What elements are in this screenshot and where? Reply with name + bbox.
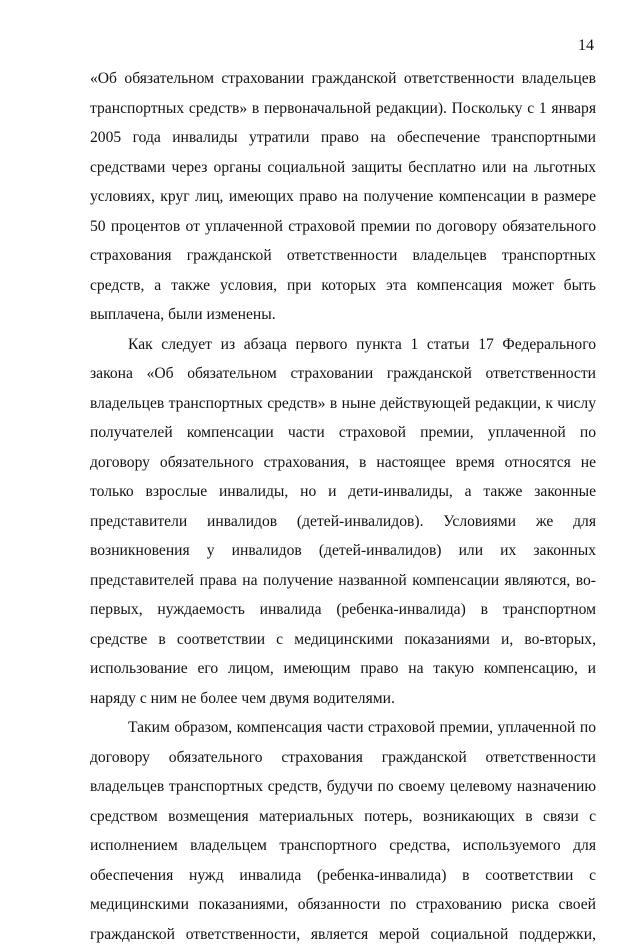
document-body — [90, 64, 596, 949]
text-line: средств, а также условия, при которых эта компенсация может быть — [90, 271, 596, 301]
text-line: обеспечения нужд инвалида (ребенка-инвалида) в соответствии с — [90, 861, 596, 891]
text-line: договору обязательного страхования гражданской ответственности — [90, 743, 596, 773]
text-line: получателей компенсации части страховой премии, уплаченной по — [90, 418, 596, 448]
text-line: наряду с ним не более чем двумя водителями. — [90, 684, 596, 714]
text-line: только взрослые инвалиды, но и дети-инвалиды, а также законные — [90, 477, 596, 507]
text-line: медицинскими показаниями, обязанности по страхованию риска своей — [90, 890, 596, 920]
text-line: представители инвалидов (детей-инвалидов). Условиями же для — [90, 507, 596, 537]
paragraph-1 — [90, 64, 596, 330]
text-line: использование его лицом, имеющим право на такую компенсацию, и — [90, 654, 596, 684]
text-line: Как следует из абзаца первого пункта 1 статьи 17 Федерального — [90, 330, 596, 360]
text-line: закона «Об обязательном страховании гражданской ответственности — [90, 359, 596, 389]
text-line: условиях, круг лиц, имеющих право на получение компенсации в размере — [90, 182, 596, 212]
page-number: 14 — [578, 36, 594, 56]
text-line: средстве в соответствии с медицинскими показаниями и, во-вторых, — [90, 625, 596, 655]
text-line: договору обязательного страхования, в настоящее время относятся не — [90, 448, 596, 478]
text-line: гражданской ответственности, является мерой социальной поддержки, — [90, 920, 596, 949]
paragraph-2 — [90, 330, 596, 714]
text-line: 2005 года инвалиды утратили право на обеспечение транспортными — [90, 123, 596, 153]
paragraph-3 — [90, 713, 596, 949]
text-line: страхования гражданской ответственности владельцев транспортных — [90, 241, 596, 271]
text-line: «Об обязательном страховании гражданской ответственности владельцев — [90, 64, 596, 94]
text-line: возникновения у инвалидов (детей-инвалидов) или их законных — [90, 536, 596, 566]
text-line: первых, нуждаемость инвалида (ребенка-инвалида) в транспортном — [90, 595, 596, 625]
text-line: выплачена, были изменены. — [90, 300, 596, 330]
text-line: средством возмещения материальных потерь, возникающих в связи с — [90, 802, 596, 832]
text-line: средствами через органы социальной защиты бесплатно или на льготных — [90, 153, 596, 183]
text-line: транспортных средств» в первоначальной редакции). Поскольку с 1 января — [90, 94, 596, 124]
text-line: исполнением владельцем транспортного средства, используемого для — [90, 831, 596, 861]
text-line: 50 процентов от уплаченной страховой премии по договору обязательного — [90, 212, 596, 242]
text-line: представителей права на получение названной компенсации являются, во- — [90, 566, 596, 596]
text-line: владельцев транспортных средств, будучи по своему целевому назначению — [90, 772, 596, 802]
text-line: владельцев транспортных средств» в ныне действующей редакции, к числу — [90, 389, 596, 419]
text-line: Таким образом, компенсация части страховой премии, уплаченной по — [90, 713, 596, 743]
